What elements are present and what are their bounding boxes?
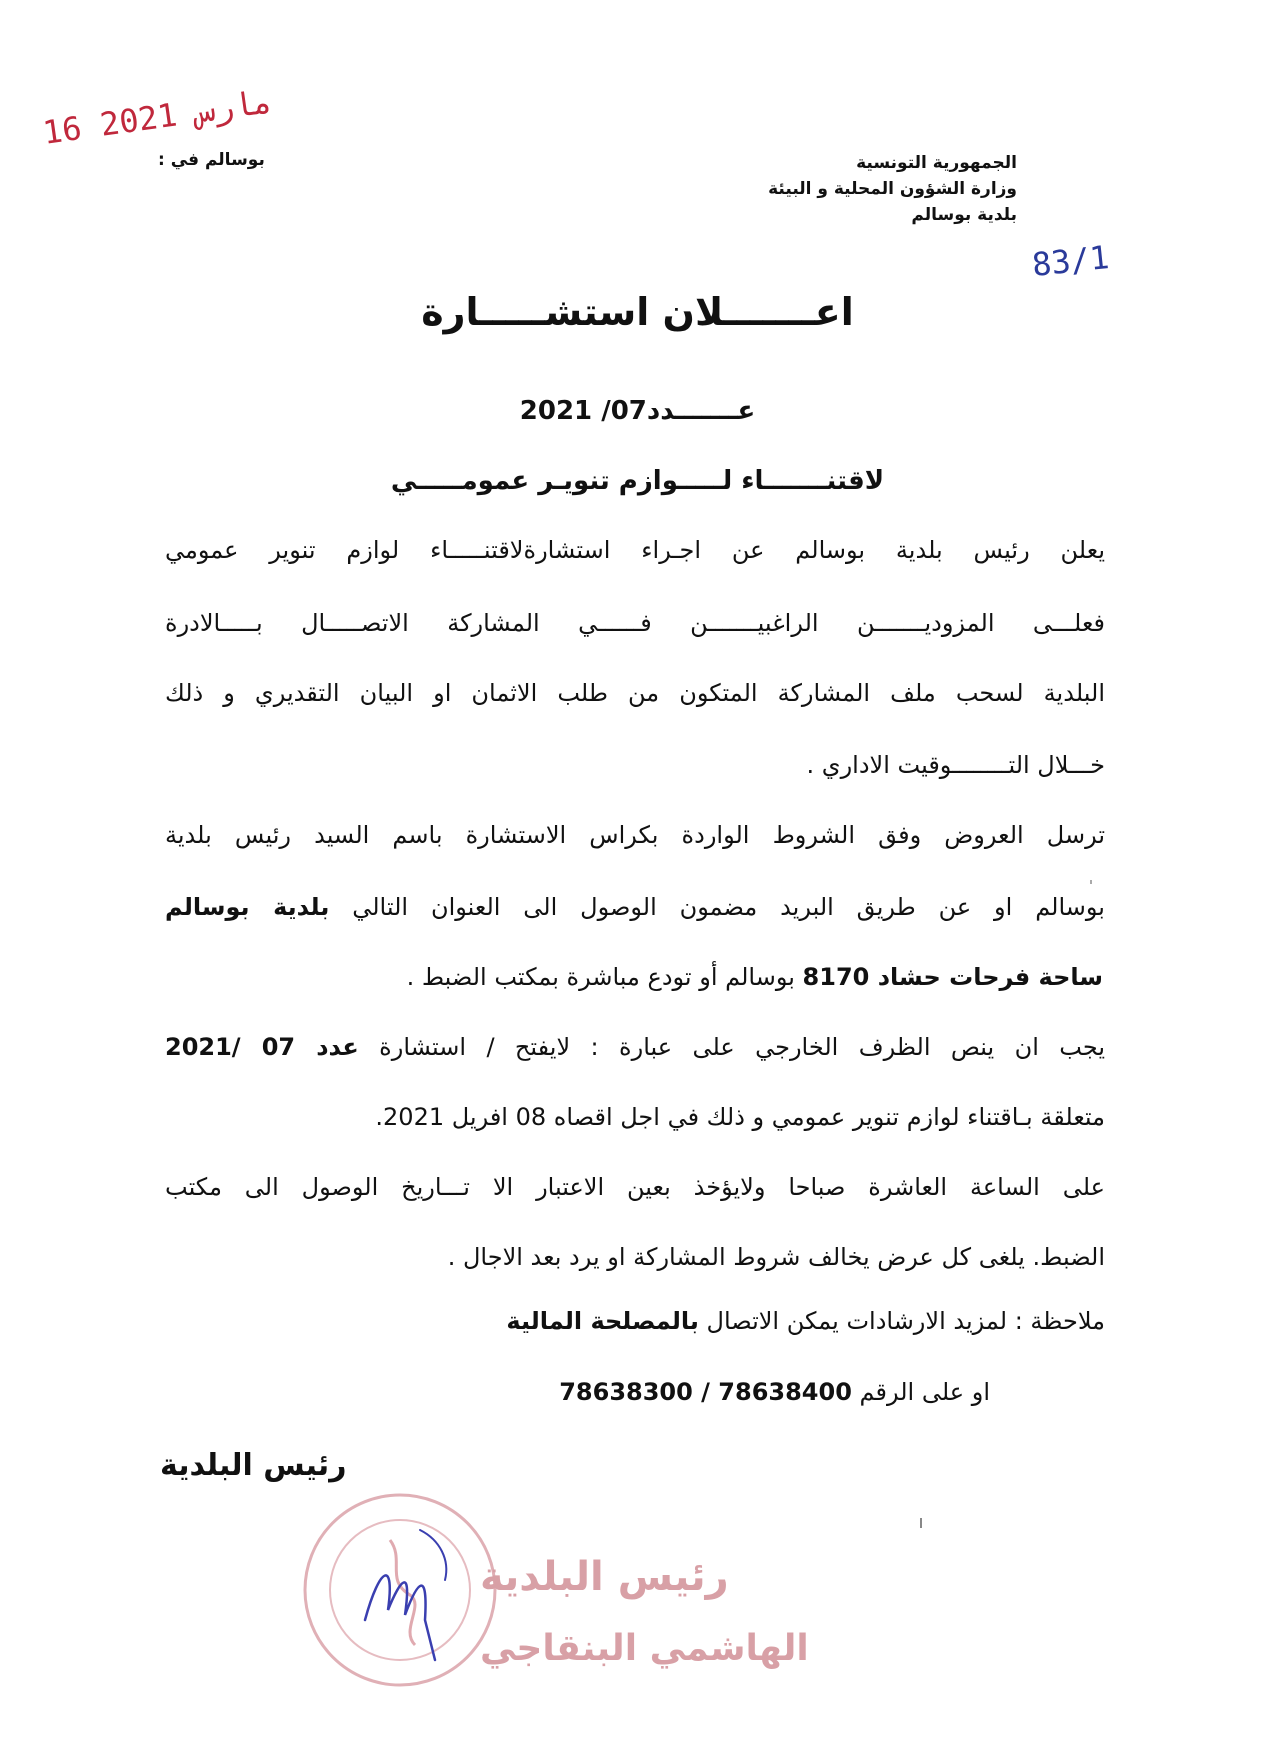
document-title: اعـــــــلان استشـــــارة xyxy=(421,290,854,334)
body-line-3: البلدية لسحب ملف المشاركة المتكون من طلب الاثمان او البيان التقديري و ذلك xyxy=(165,679,1105,707)
stamp-emblem xyxy=(390,1540,415,1645)
body-line-11: الضبط. يلغى كل عرض يخالف شروط المشاركة او يرد بعد الاجال . xyxy=(447,1243,1105,1271)
body-line-8-text: يجب ان ينص الظرف الخارجي على عبارة : لايفتح / استشارة xyxy=(358,1033,1106,1061)
body-line-4: خـــلال التــــــــوقيت الاداري . xyxy=(806,751,1105,779)
handwritten-reference: 83/1 xyxy=(1030,238,1111,284)
body-line-6 xyxy=(165,890,1105,924)
body-line-6-text: بوسالم او عن طريق البريد مضمون الوصول الى العنوان التالي xyxy=(329,893,1105,921)
phone-numbers: 78638300 / 78638400 xyxy=(559,1378,852,1406)
header-republic: الجمهورية التونسية xyxy=(856,153,1017,173)
handwritten-signature-stroke xyxy=(420,1530,446,1580)
body-line-10: على الساعة العاشرة صباحا ولايؤخذ بعين الاعتبار الا تـــاريخ الوصول الى مكتب xyxy=(165,1173,1105,1201)
body-line-7 xyxy=(163,960,1103,994)
phone-line xyxy=(559,1378,990,1406)
document-number: عـــــــدد07/ 2021 xyxy=(519,396,756,426)
header-municipality: بلدية بوسالم xyxy=(911,205,1017,225)
body-line-5: ترسل العروض وفق الشروط الواردة بكراس الاستشارة باسم السيد رئيس بلدية xyxy=(165,821,1105,849)
body-line-1: يعلن رئيس بلدية بوسالم عن اجـراء استشارةلاقتنـــــاء لوازم تنوير عمومي xyxy=(165,536,1105,564)
official-stamp xyxy=(150,1470,809,1700)
note-prefix: ملاحظة : لمزيد الارشادات يمكن الاتصال xyxy=(698,1307,1105,1335)
stamp-ring-inner xyxy=(330,1520,470,1660)
address-street: ساحة فرحات حشاد 8170 xyxy=(802,963,1103,991)
stamp-ring-outer xyxy=(305,1495,495,1685)
stamp-text-name: الهاشمي البنقاجي xyxy=(480,1628,809,1669)
address-municipality: بلدية بوسالم xyxy=(165,893,330,921)
scan-speck xyxy=(920,1518,922,1528)
body-line-2: فعلـــى المزوديـــــــن الراغبيـــــــن فــــــي المشاركة الاتصـــــال بـــــالادرة xyxy=(165,609,1105,637)
signature-title: رئيس البلدية xyxy=(160,1448,347,1483)
scan-speck xyxy=(1090,880,1092,884)
envelope-reference: عدد 07 /2021 xyxy=(165,1033,359,1061)
header-ministry: وزارة الشؤون المحلية و البيئة xyxy=(768,179,1017,199)
body-line-8 xyxy=(165,1030,1105,1064)
date-label: بوسالم في : xyxy=(158,150,265,170)
body-line-9: متعلقة بـاقتناء لوازم تنوير عمومي و ذلك في اجل اقصاه 08 افريل 2021. xyxy=(375,1103,1105,1131)
body-line-7-text: بوسالم أو تودع مباشرة بمكتب الضبط . xyxy=(406,963,803,991)
header-block xyxy=(768,150,1017,228)
handwritten-date: 16 مارس 2021 xyxy=(40,82,275,152)
note-department: بالمصلحة المالية xyxy=(506,1307,699,1335)
phone-prefix: او على الرقم xyxy=(851,1378,990,1406)
note-line xyxy=(506,1307,1105,1335)
document-subject: لاقتنـــــــاء لـــــوازم تنويـر عمومـــــي xyxy=(390,466,885,496)
stamp-text-title: رئيس البلدية xyxy=(480,1554,729,1600)
